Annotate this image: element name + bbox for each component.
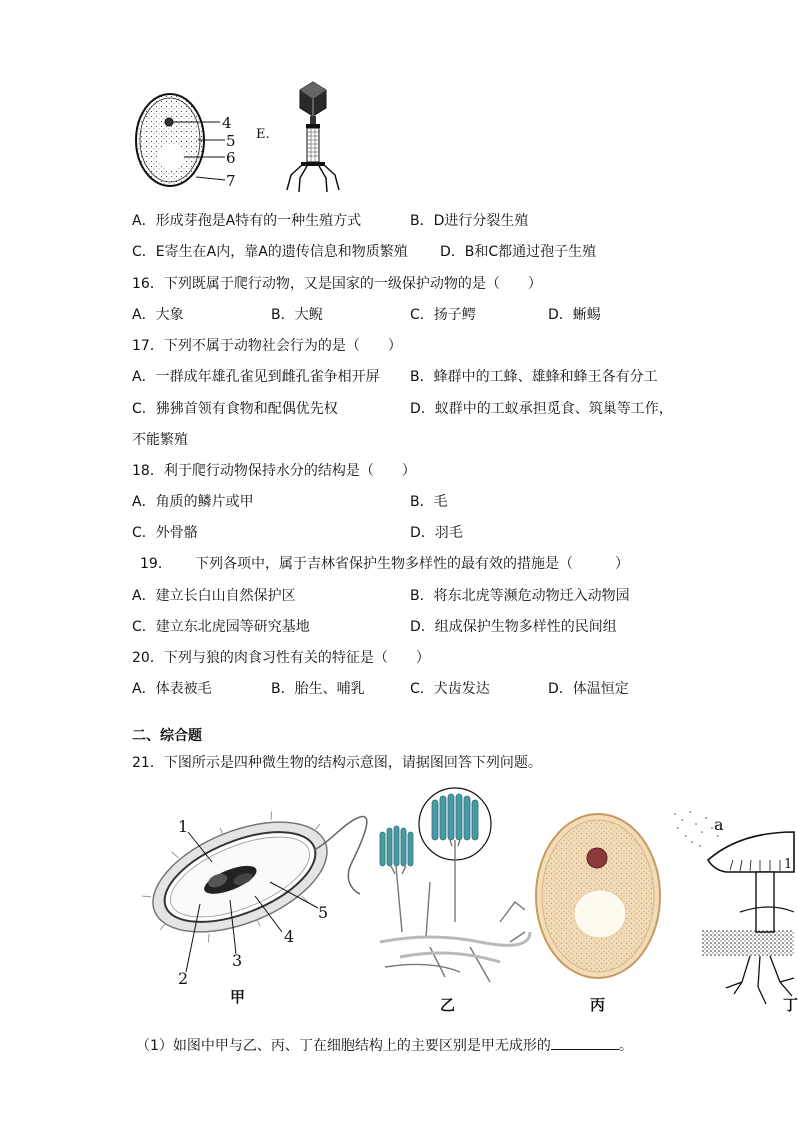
q21-sub1-end: 。 bbox=[618, 1038, 633, 1054]
yeast-diagram bbox=[536, 814, 660, 978]
bacteriophage-diagram bbox=[287, 82, 339, 192]
q18-option-b: B．毛 bbox=[410, 494, 448, 510]
q20-option-a: A．体表被毛 bbox=[132, 681, 212, 697]
top-figure bbox=[130, 80, 350, 200]
cell-label-6: 6 bbox=[226, 149, 236, 167]
q20-stem: 20．下列与狼的肉食习性有关的特征是（ ） bbox=[132, 650, 430, 666]
cell-label-7: 7 bbox=[226, 172, 236, 190]
bacterium-diagram bbox=[129, 793, 367, 988]
caption-bing: 丙 bbox=[590, 996, 606, 1014]
q17-option-c: C．狒狒首领有食物和配偶优先权 bbox=[132, 401, 338, 417]
mushroom-label-1: 1 bbox=[784, 857, 793, 872]
bacterium-label-4: 4 bbox=[284, 927, 295, 946]
q18-option-a: A．角质的鳞片或甲 bbox=[132, 494, 254, 510]
q16-option-d: D．蜥蜴 bbox=[548, 307, 601, 323]
q17-option-d-continued: 不能繁殖 bbox=[132, 432, 188, 448]
q19-option-d: D．组成保护生物多样性的民间组 bbox=[410, 619, 617, 635]
q21-sub1-text: （1）如图中甲与乙、丙、丁在细胞结构上的主要区别是甲无成形的 bbox=[136, 1038, 551, 1054]
microorganism-figure bbox=[130, 782, 794, 1016]
q18-option-c: C．外骨骼 bbox=[132, 525, 198, 541]
q15-option-b: B．D进行分裂生殖 bbox=[410, 213, 529, 229]
q19-option-b: B．将东北虎等濒危动物迁入动物园 bbox=[410, 588, 630, 604]
caption-yi: 乙 bbox=[440, 996, 456, 1014]
q17-stem: 17．下列不属于动物社会行为的是（ ） bbox=[132, 338, 402, 354]
q19-stem: 下列各项中，属于吉林省保护生物多样性的最有效的措施是（ ） bbox=[195, 556, 629, 572]
cell-label-5: 5 bbox=[226, 132, 236, 150]
q15-option-d: D．B和C都通过孢子生殖 bbox=[440, 244, 597, 260]
mold-diagram bbox=[380, 788, 530, 982]
mushroom-label-a: a bbox=[714, 815, 724, 834]
q21-sub1 bbox=[136, 1036, 633, 1055]
q15-option-a: A．形成芽孢是A特有的一种生殖方式 bbox=[132, 213, 362, 229]
caption-ding: 丁 bbox=[783, 996, 798, 1014]
q18-stem: 18．利于爬行动物保持水分的结构是（ ） bbox=[132, 463, 416, 479]
q17-option-a: A．一群成年雄孔雀见到雌孔雀争相开屏 bbox=[132, 369, 380, 385]
q16-stem: 16．下列既属于爬行动物，又是国家的一级保护动物的是（ ） bbox=[132, 276, 542, 292]
bacterium-label-2: 2 bbox=[178, 969, 189, 988]
section-title: 二、综合题 bbox=[132, 728, 202, 744]
cell-diagram bbox=[136, 94, 236, 190]
q16-option-b: B．大鲵 bbox=[271, 307, 323, 323]
bacterium-label-5: 5 bbox=[318, 903, 329, 922]
virus-label: E. bbox=[256, 127, 270, 142]
q19-option-c: C．建立东北虎园等研究基地 bbox=[132, 619, 310, 635]
q20-option-c: C．犬齿发达 bbox=[410, 681, 490, 697]
bacterium-label-1: 1 bbox=[178, 817, 189, 836]
mushroom-diagram bbox=[674, 811, 794, 1004]
q21-stem: 21．下图所示是四种微生物的结构示意图，请据图回答下列问题。 bbox=[132, 755, 542, 771]
q15-option-c: C．E寄生在A内，靠A的遗传信息和物质繁殖 bbox=[132, 244, 408, 260]
answer-blank[interactable] bbox=[551, 1036, 619, 1050]
q17-option-b: B．蜂群中的工蜂、雄蜂和蜂王各有分工 bbox=[410, 369, 658, 385]
q20-option-d: D．体温恒定 bbox=[548, 681, 629, 697]
caption-jia: 甲 bbox=[230, 988, 246, 1006]
q16-option-c: C．扬子鳄 bbox=[410, 307, 476, 323]
q20-option-b: B．胎生、哺乳 bbox=[271, 681, 365, 697]
q17-option-d: D．蚁群中的工蚁承担觅食、筑巢等工作， bbox=[410, 401, 673, 417]
q18-option-d: D．羽毛 bbox=[410, 525, 463, 541]
q16-option-a: A．大象 bbox=[132, 307, 184, 323]
cell-label-4: 4 bbox=[222, 114, 232, 132]
q19-number: 19． bbox=[140, 556, 172, 572]
q19-option-a: A．建立长白山自然保护区 bbox=[132, 588, 296, 604]
bacterium-label-3: 3 bbox=[232, 951, 243, 970]
